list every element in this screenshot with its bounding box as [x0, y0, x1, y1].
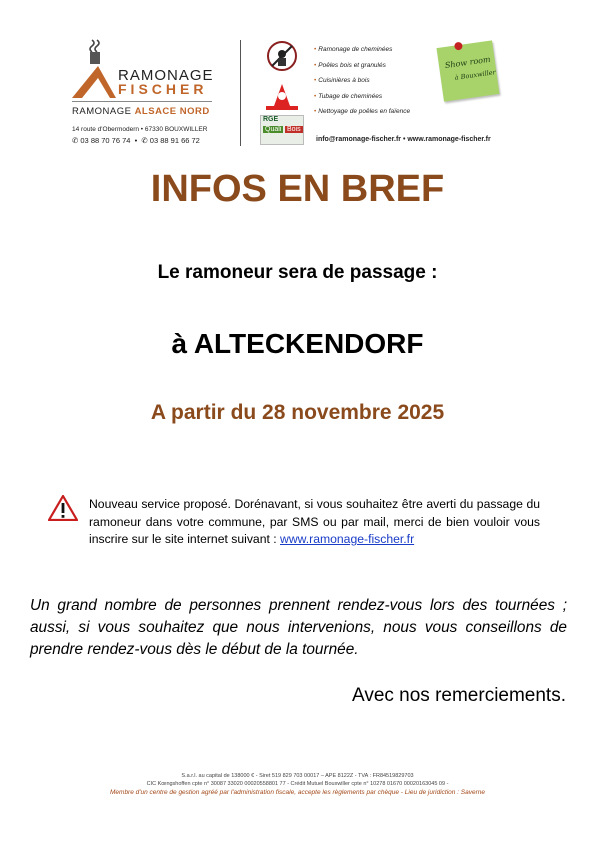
chimney-roof-logo — [72, 38, 120, 100]
phone-icon: ✆ — [141, 136, 148, 145]
page-title: INFOS EN BREF — [150, 168, 445, 210]
showroom-sticky-note — [437, 40, 500, 101]
pin-icon — [454, 42, 463, 51]
chimney-sweep-badge-icon — [264, 40, 300, 72]
rge-qualibois-badge — [260, 115, 304, 145]
contact-line: info@ramonage-fischer.fr • www.ramonage-fischer.fr — [316, 136, 491, 143]
notice-paragraph — [89, 496, 540, 549]
phone-2: 03 88 91 66 72 — [149, 136, 200, 145]
footer-bank-line: CIC Kœngshoffen cpte n° 30087 33020 00020558801 77 - Crédit Mutuel Bouxwiller cpte n° 10278 01670 00020163045 09 - — [146, 781, 449, 787]
service-item: • Nettoyage de poêles en faïence — [314, 108, 411, 115]
town-name: à ALTECKENDORF — [171, 328, 424, 359]
bois-label: Bois — [287, 126, 301, 133]
service-item: • Ramonage de cheminées — [314, 46, 393, 53]
header-separator — [240, 40, 241, 146]
brand-divider — [72, 101, 212, 102]
rge-label: RGE — [263, 116, 279, 123]
thanks-line: Avec nos remerciements. — [351, 685, 566, 706]
phone-1: 03 88 70 76 74 — [80, 136, 131, 145]
service-item: • Tubage de cheminées — [314, 92, 383, 100]
quali-label: Quali — [265, 126, 282, 133]
brand-name: RAMONAGE — [118, 67, 214, 84]
company-phones: ✆ 03 88 70 76 74 • ✆ 03 88 91 66 72 — [72, 136, 200, 145]
company-address: 14 route d'Obermodern • 67330 BOUXWILLER — [72, 126, 208, 133]
website-link[interactable]: www.ramonage-fischer.fr — [280, 532, 415, 547]
service-item: • Poêles bois et granulés — [314, 61, 386, 69]
footer-legal-line: S.a.r.l. au capital de 138000 € - Siret 519 829 703 00017 – APE 8122Z - TVA : FR84519829703 — [181, 773, 414, 779]
service-item: • Cuisinières à bois — [314, 77, 370, 84]
passage-heading: Le ramoneur sera de passage : — [157, 262, 438, 283]
brand-tagline-b: ALSACE NORD — [134, 106, 210, 117]
start-date: A partir du 28 novembre 2025 — [150, 401, 445, 424]
showroom-label: Show room — [444, 54, 492, 71]
footer-membership-line: Membre d'un centre de gestion agréé par l'administration fiscale, accepte les règlements par chèque - Lieu de juridiction : Saverne — [110, 789, 485, 796]
brand-tagline-a: RAMONAGE — [72, 106, 135, 117]
brand-name-fischer: FISCHER — [118, 81, 208, 97]
trade-label-icon — [264, 80, 300, 112]
showroom-location: à Bouxwiller — [454, 68, 497, 82]
warning-icon — [48, 495, 78, 521]
services-list — [314, 44, 410, 122]
notice-text: Nouveau service proposé. Dorénavant, si vous souhaitez être averti du passage du ramoneur dans votre commune, par SMS ou par mail, merci de bien vouloir vous inscrire sur le site internet suivant : — [89, 497, 540, 547]
phone-icon: ✆ — [72, 136, 79, 145]
appointment-paragraph: Un grand nombre de personnes prennent rendez-vous lors des tournées ; aussi, si vous souhaitez que nous intervenions, nous vous conseillons de prendre rendez-vous dès le début de la tournée. — [30, 597, 567, 658]
brand-tagline — [72, 106, 210, 117]
